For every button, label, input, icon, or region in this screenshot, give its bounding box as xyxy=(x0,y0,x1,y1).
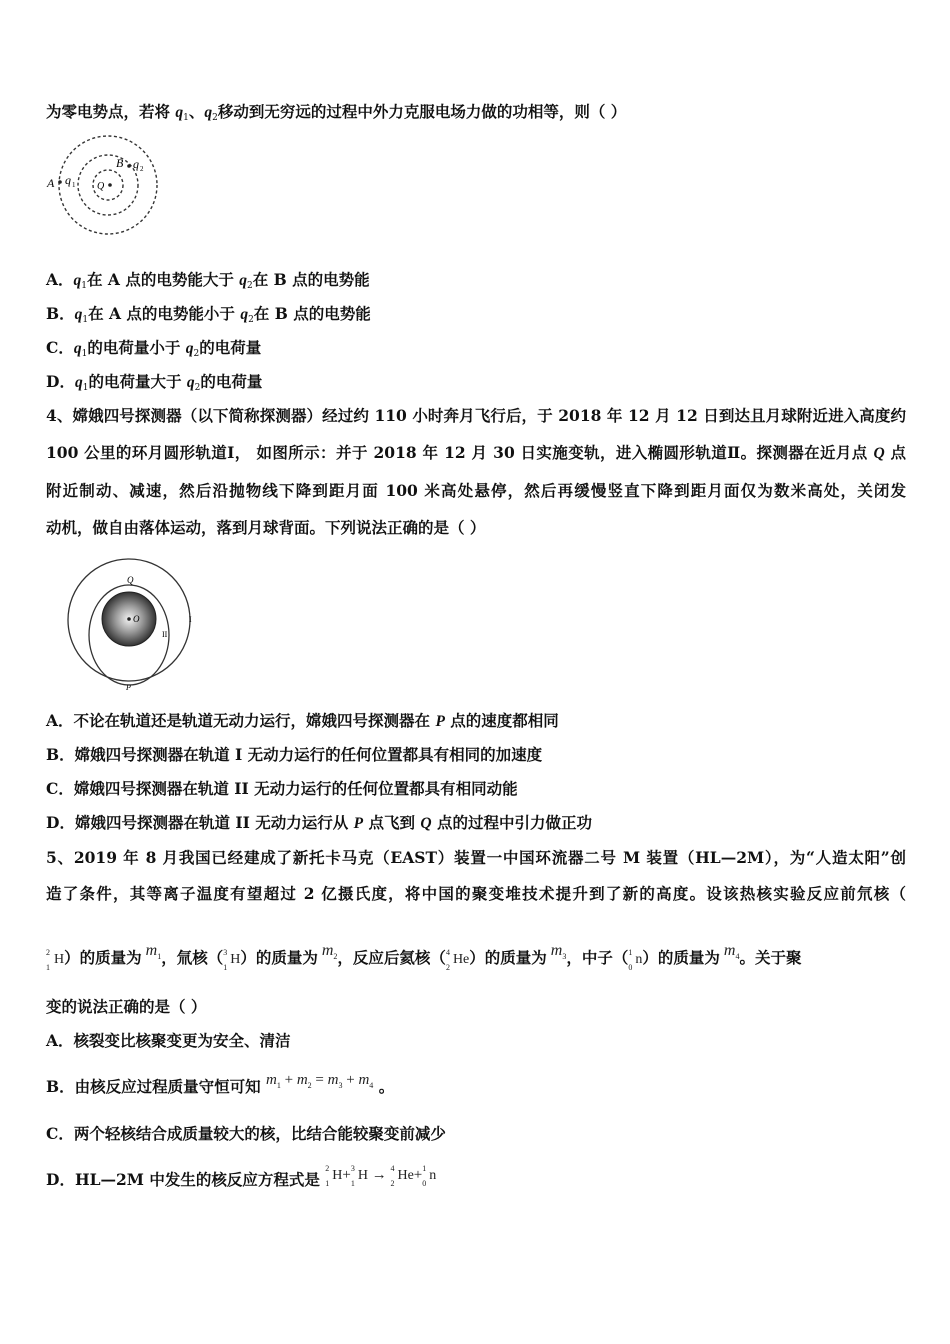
option-text: 在 A 点的电势能小于 xyxy=(88,304,241,323)
middle-circle xyxy=(78,155,138,215)
mass-m4: $m_4$ xyxy=(723,942,740,962)
stem-sep: 、 xyxy=(188,102,205,121)
stem-text: ，氚核（ xyxy=(161,948,224,967)
m: m xyxy=(550,942,563,959)
q4-option-a[interactable] xyxy=(46,711,559,732)
option-label: B． xyxy=(46,304,75,323)
charge-Q-dot xyxy=(108,183,112,187)
q3-option-b[interactable] xyxy=(46,304,371,330)
stem-text: 点 xyxy=(884,443,906,462)
sub: 1 xyxy=(81,349,88,359)
q4-stem-line1: 4、嫦娥四号探测器（以下简称探测器）经过约 110 小时奔月飞行后，于 2018 年 12 月 12 日到达且月球附近进入高度约 xyxy=(46,406,906,425)
mass-m1: $m_1$ xyxy=(145,942,162,962)
symbol: He xyxy=(452,952,470,967)
label-q1-sub: 1 xyxy=(72,181,76,189)
option-text: 点的速度都相同 xyxy=(444,711,559,730)
helium-symbol: 4 2 He xyxy=(390,1164,414,1188)
var-q1: q xyxy=(175,104,184,121)
label-II: II xyxy=(162,630,168,639)
q5-option-d[interactable] xyxy=(46,1164,437,1192)
triton-symbol: 3 1 H xyxy=(350,1164,368,1188)
option-text: 点飞到 xyxy=(363,813,421,832)
sub: 1 xyxy=(81,281,88,291)
q4-option-d[interactable] xyxy=(46,813,592,834)
symbol: n xyxy=(635,952,643,967)
q3-option-c[interactable] xyxy=(46,338,261,364)
var: q xyxy=(186,374,195,391)
var: q xyxy=(74,374,83,391)
center-O-dot xyxy=(127,617,131,621)
sub: 1 xyxy=(183,113,189,123)
stem-text: ）的质量为 xyxy=(642,948,720,967)
option-text: 的电荷量 xyxy=(200,372,263,391)
deuteron-symbol: 2 1 H xyxy=(325,1164,343,1188)
stem-text: ，中子（ xyxy=(566,948,629,967)
q4-option-b[interactable]: B．嫦娥四号探测器在轨道 I 无动力运行的任何位置都具有相同的加速度 xyxy=(46,745,543,764)
option-text: 的电荷量大于 xyxy=(88,372,187,391)
var: q xyxy=(73,272,82,289)
label-q2: q xyxy=(133,157,139,171)
point-A-dot xyxy=(58,180,62,184)
label-q2-sub: 2 xyxy=(140,165,144,173)
q5-stem-line4: 变的说法正确的是（ ） xyxy=(46,997,207,1016)
sub: 2 xyxy=(194,383,201,393)
m: m xyxy=(145,942,158,959)
var: q xyxy=(74,306,83,323)
sub: 1 xyxy=(82,315,89,325)
q5-stem-line2: 造了条件，其等离子温度有望超过 2 亿摄氏度，将中国的聚变堆技术提升到了新的高度。设该热核实验反应前氘核（ xyxy=(46,884,906,903)
option-text: 的电荷量小于 xyxy=(87,338,186,357)
symbol: H xyxy=(230,952,241,967)
mass-m2: $m_2$ xyxy=(321,942,338,962)
label-O: O xyxy=(133,614,140,624)
m: m xyxy=(723,942,736,959)
label-q1: q xyxy=(65,173,71,187)
sub: 2 xyxy=(212,113,218,123)
sub: 2 xyxy=(193,349,200,359)
stem-text: 移动到无穷远的过程中外力克服电场力做的功相等，则（ ） xyxy=(217,102,627,121)
neutron-symbol: 1 0 n xyxy=(628,948,643,972)
reaction-equation: 2 1 H+ 3 1 H → 4 2 He+ 1 0 n xyxy=(325,1164,437,1188)
q5-stem-line1: 5、2019 年 8 月我国已经建成了新托卡马克（EAST）装置一中国环流器二号 M 装置（HL—2M），为“人造太阳”创 xyxy=(46,848,906,867)
q5-stem-line3 xyxy=(46,942,906,975)
q3-option-d[interactable] xyxy=(46,372,262,398)
option-text: 。 xyxy=(378,1077,395,1096)
stem-text: ）的质量为 xyxy=(469,948,547,967)
label-Q: Q xyxy=(97,181,105,192)
q5-option-a[interactable]: A．核裂变比核聚变更为安全、清洁 xyxy=(46,1031,291,1050)
q5-option-c[interactable]: C．两个轻核结合成质量较大的核，比结合能较聚变前减少 xyxy=(46,1124,446,1143)
stem-text: ）的质量为 xyxy=(240,948,318,967)
var-P: P xyxy=(353,815,364,832)
sub: 1 xyxy=(82,383,89,393)
var-Q: Q xyxy=(420,815,432,832)
option-text: 的电荷量 xyxy=(199,338,262,357)
option-text: D．嫦娥四号探测器在轨道 II 无动力运行从 xyxy=(46,813,354,832)
var-Q: Q xyxy=(873,445,885,462)
stem-text: 。关于聚 xyxy=(739,948,802,967)
option-text: 在 B 点的电势能 xyxy=(253,304,371,323)
orbit-figure xyxy=(62,555,202,695)
var: q xyxy=(240,306,249,323)
neutron-symbol: 1 0 n xyxy=(422,1164,437,1188)
var: q xyxy=(73,340,82,357)
q5-option-b[interactable] xyxy=(46,1072,395,1104)
option-text: 在 A 点的电势能大于 xyxy=(87,270,240,289)
stem-text: 为零电势点，若将 xyxy=(46,102,176,121)
q4-stem-line3: 附近制动、减速，然后沿抛物线下降到距月面 100 米高处悬停，然后再缓慢竖直下降到距月面仅为数米高处，关闭发 xyxy=(46,481,906,500)
deuteron-symbol: 2 1 H xyxy=(46,948,65,972)
label-B: B xyxy=(116,156,124,170)
stem-text: ，反应后氦核（ xyxy=(337,948,446,967)
option-label: A． xyxy=(46,270,74,289)
label-I: I xyxy=(189,615,192,624)
var: q xyxy=(239,272,247,289)
option-label: C． xyxy=(46,338,74,357)
sub: 2 xyxy=(246,281,253,291)
helium-symbol: 4 2 He xyxy=(445,948,470,972)
q4-option-c[interactable]: C．嫦娥四号探测器在轨道 II 无动力运行的任何位置都具有相同动能 xyxy=(46,779,518,798)
option-text: B．由核反应过程质量守恒可知 xyxy=(46,1077,261,1096)
var: q xyxy=(185,340,194,357)
option-text: 点的过程中引力做正功 xyxy=(431,813,593,832)
point-B-dot xyxy=(127,164,131,168)
stem-text: 100 公里的环月圆形轨道Ⅰ， 如图所示：并于 2018 年 12 月 30 日实施变轨，进入椭圆形轨道Ⅱ。探测器在近月点 xyxy=(46,443,874,462)
label-Q: Q xyxy=(127,575,134,585)
option-text: D．HL—2M 中发生的核反应方程式是 xyxy=(46,1170,320,1189)
mass-m3: $m_3$ xyxy=(550,942,567,962)
var-P: P xyxy=(435,713,445,730)
mass-equation: $m_1 + m_2 = m_3 + m_4$ xyxy=(266,1072,374,1090)
q4-stem-line2 xyxy=(46,443,906,464)
sub: 2 xyxy=(248,315,254,325)
label-P: P xyxy=(126,683,131,692)
symbol: H xyxy=(54,952,65,967)
q3-option-a[interactable] xyxy=(46,270,370,296)
q4-stem-line4: 动机，做自由落体运动，落到月球背面。下列说法正确的是（ ） xyxy=(46,518,486,537)
m: m xyxy=(321,942,334,959)
label-A: A xyxy=(47,176,55,190)
option-label: D． xyxy=(46,372,75,391)
equipotential-figure xyxy=(44,132,174,242)
option-text: 在 B 点的电势能 xyxy=(252,270,370,289)
var-q2: q xyxy=(204,104,213,121)
option-text: A．不论在轨道还是轨道无动力运行，嫦娥四号探测器在 xyxy=(46,711,436,730)
triton-symbol: 3 1 H xyxy=(223,948,241,972)
question-3-stem xyxy=(46,102,626,128)
stem-text: ）的质量为 xyxy=(64,948,142,967)
